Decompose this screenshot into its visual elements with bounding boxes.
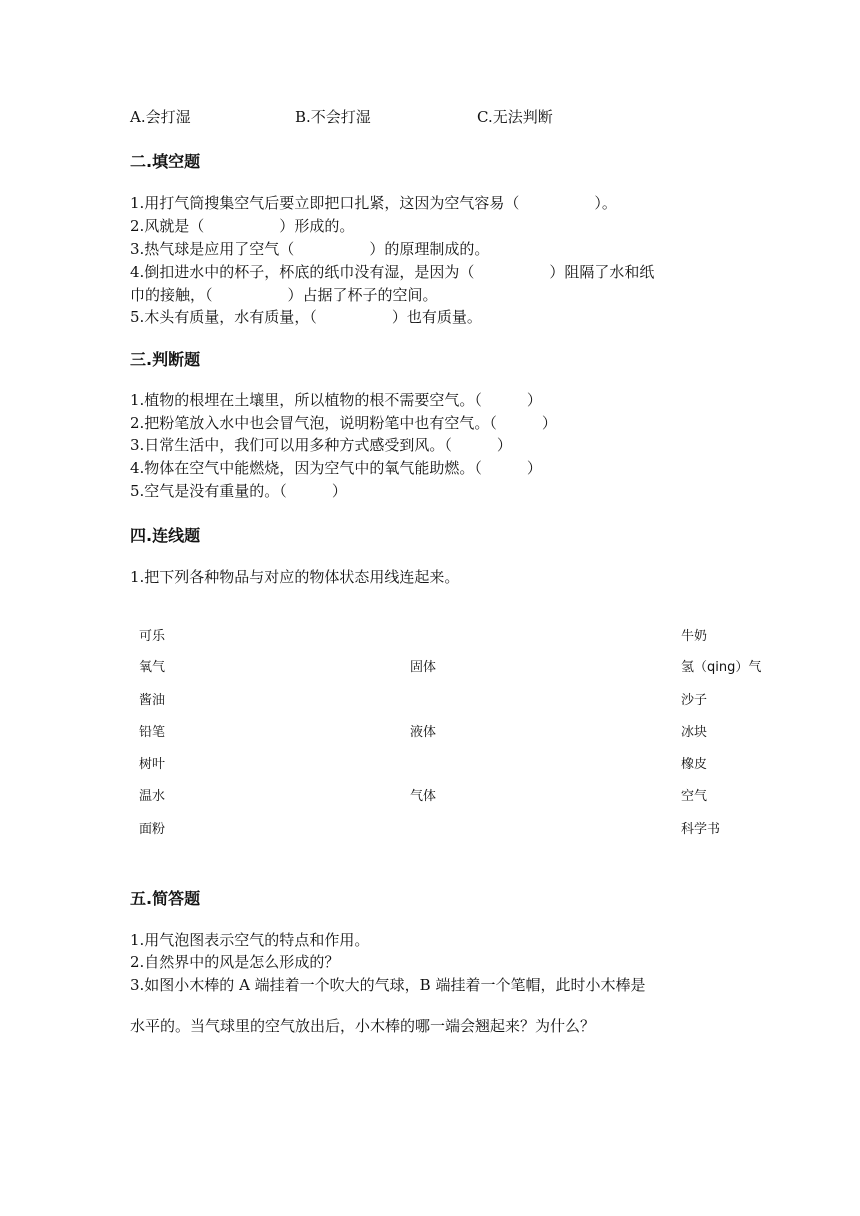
matching-right-item: 空气	[681, 789, 708, 804]
matching-left-item: 氧气	[139, 660, 166, 675]
short-answer-q3: 3.如图小木棒的 A 端挂着一个吹大的气球，B 端挂着一个笔帽，此时小木棒是	[130, 976, 646, 994]
fill-blank-q1: 1.用打气筒搜集空气后要立即把口扎紧，这因为空气容易（ ）。	[130, 194, 617, 212]
section-judge-title: 三.判断题	[130, 350, 201, 369]
fill-blank-q2: 2.风就是（ ）形成的。	[130, 217, 355, 235]
matching-left-item: 可乐	[139, 629, 166, 644]
judge-q4: 4.物体在空气中能燃烧，因为空气中的氧气能助燃。（ ）	[130, 459, 542, 477]
option-c: C.无法判断	[477, 108, 553, 126]
matching-left-item: 铅笔	[139, 725, 166, 740]
matching-left-item: 酱油	[139, 693, 166, 708]
matching-right-item: 橡皮	[681, 757, 708, 772]
judge-q5: 5.空气是没有重量的。（ ）	[130, 482, 347, 500]
judge-q3: 3.日常生活中，我们可以用多种方式感受到风。（ ）	[130, 436, 512, 454]
fill-blank-q4-cont: 巾的接触，（ ）占据了杯子的空间。	[130, 286, 438, 304]
judge-q2: 2.把粉笔放入水中也会冒气泡，说明粉笔中也有空气。（ ）	[130, 414, 557, 432]
matching-right-item: 科学书	[681, 822, 721, 837]
option-b: B.不会打湿	[295, 108, 371, 126]
fill-blank-q4: 4.倒扣进水中的杯子，杯底的纸巾没有湿，是因为（ ）阻隔了水和纸	[130, 263, 655, 281]
section-short-answer-title: 五.简答题	[130, 889, 201, 908]
option-a: A.会打湿	[130, 108, 191, 126]
matching-left-item: 面粉	[139, 822, 166, 837]
matching-right-item: 氢（qing）气	[681, 660, 762, 675]
section-fill-blank-title: 二.填空题	[130, 152, 201, 171]
matching-state-item: 液体	[410, 725, 437, 740]
matching-left-item: 温水	[139, 789, 166, 804]
fill-blank-q5: 5.木头有质量，水有质量，（ ）也有质量。	[130, 308, 482, 326]
fill-blank-q3: 3.热气球是应用了空气（ ）的原理制成的。	[130, 240, 490, 258]
matching-right-item: 沙子	[681, 693, 708, 708]
matching-question: 1.把下列各种物品与对应的物体状态用线连起来。	[130, 568, 460, 586]
matching-state-item: 气体	[410, 789, 437, 804]
short-answer-q2: 2.自然界中的风是怎么形成的？	[130, 953, 340, 971]
short-answer-q1: 1.用气泡图表示空气的特点和作用。	[130, 931, 370, 949]
judge-q1: 1.植物的根埋在土壤里，所以植物的根不需要空气。（ ）	[130, 391, 542, 409]
matching-right-item: 牛奶	[681, 629, 708, 644]
matching-right-item: 冰块	[681, 725, 708, 740]
section-matching-title: 四.连线题	[130, 526, 201, 545]
matching-state-item: 固体	[410, 660, 437, 675]
short-answer-q3-cont: 水平的。当气球里的空气放出后，小木棒的哪一端会翘起来？为什么？	[130, 1017, 596, 1035]
matching-left-item: 树叶	[139, 757, 166, 772]
